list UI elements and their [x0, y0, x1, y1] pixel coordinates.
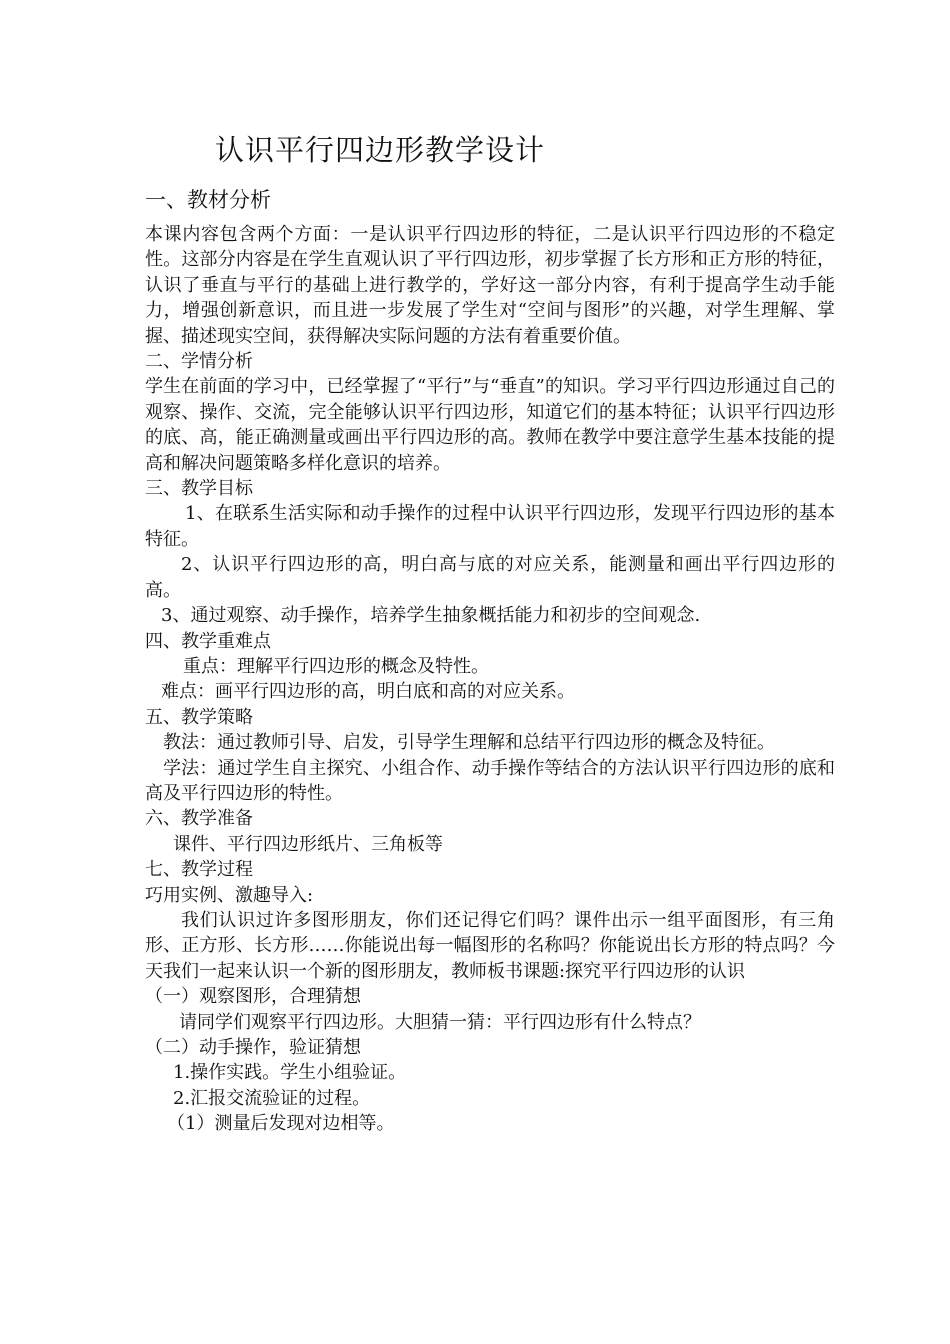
intro-body: 我们认识过许多图形朋友，你们还记得它们吗？课件出示一组平面图形，有三角形、正方形、长方形……你能说出每一幅图形的名称吗？你能说出长方形的特点吗？今天我们一起来认识一个新的图形朋友，教师板书课题:探究平行四边形的认识 — [145, 909, 835, 982]
document-content — [145, 184, 835, 1137]
section-heading-teaching-goals: 三、教学目标 — [145, 478, 253, 500]
section-heading-key-points: 四、教学重难点 — [145, 630, 271, 652]
section-body-textbook-analysis: 本课内容包含两个方面：一是认识平行四边形的特征，二是认识平行四边形的不稳定性。这部分内容是在学生直观认识了平行四边形，初步掌握了长方形和正方形的特征，认识了垂直与平行的基础上进行教学的，学好这一部分内容，有利于提高学生动手能力，增强创新意识，而且进一步发展了学生对“空间与图形”的兴趣，对学生理解、掌握、描述现实空间，获得解决实际问题的方法有着重要价值。 — [145, 224, 835, 347]
teaching-goal-3: 3、通过观察、动手操作，培养学生抽象概括能力和初步的空间观念. — [161, 605, 701, 627]
preparation-items: 课件、平行四边形纸片、三角板等 — [173, 833, 443, 855]
step-3: （1）测量后发现对边相等。 — [167, 1113, 395, 1135]
part1-body: 请同学们观察平行四边形。大胆猜一猜：平行四边形有什么特点？ — [179, 1011, 701, 1033]
teaching-goal-1: 1、在联系生活实际和动手操作的过程中认识平行四边形，发现平行四边形的基本特征。 — [145, 503, 835, 550]
part1-heading: （一）观察图形，合理猜想 — [145, 986, 361, 1008]
step-1: 1.操作实践。学生小组验证。 — [173, 1062, 407, 1084]
section-heading-textbook-analysis: 一、教材分析 — [145, 188, 271, 212]
document-title: 认识平行四边形教学设计 — [215, 133, 546, 167]
section-heading-student-analysis: 二、学情分析 — [145, 351, 253, 373]
part2-heading: （二）动手操作，验证猜想 — [145, 1037, 361, 1058]
learning-method: 学法：通过学生自主探究、小组合作、动手操作等结合的方法认识平行四边形的底和高及平行四边形的特性。 — [145, 757, 835, 804]
step-2: 2.汇报交流验证的过程。 — [173, 1087, 371, 1109]
section-heading-preparation: 六、教学准备 — [145, 808, 253, 830]
section-body-student-analysis: 学生在前面的学习中，已经掌握了“平行”与“垂直”的知识。学习平行四边形通过自己的观察、操作、交流，完全能够认识平行四边形，知道它们的基本特征；认识平行四边形的底、高，能正确测量或画出平行四边形的高。教师在教学中要注意学生基本技能的提高和解决问题策略多样化意识的培养。 — [145, 376, 835, 474]
section-heading-teaching-strategy: 五、教学策略 — [145, 706, 253, 728]
teaching-goal-2: 2、认识平行四边形的高，明白高与底的对应关系，能测量和画出平行四边形的高。 — [145, 554, 835, 601]
section-heading-teaching-process: 七、教学过程 — [145, 859, 253, 881]
key-point: 重点：理解平行四边形的概念及特性。 — [183, 655, 489, 677]
teaching-method: 教法：通过教师引导、启发，引导学生理解和总结平行四边形的概念及特征。 — [163, 732, 775, 754]
intro-heading: 巧用实例、激趣导入: — [145, 884, 314, 906]
difficult-point: 难点：画平行四边形的高，明白底和高的对应关系。 — [161, 681, 575, 703]
